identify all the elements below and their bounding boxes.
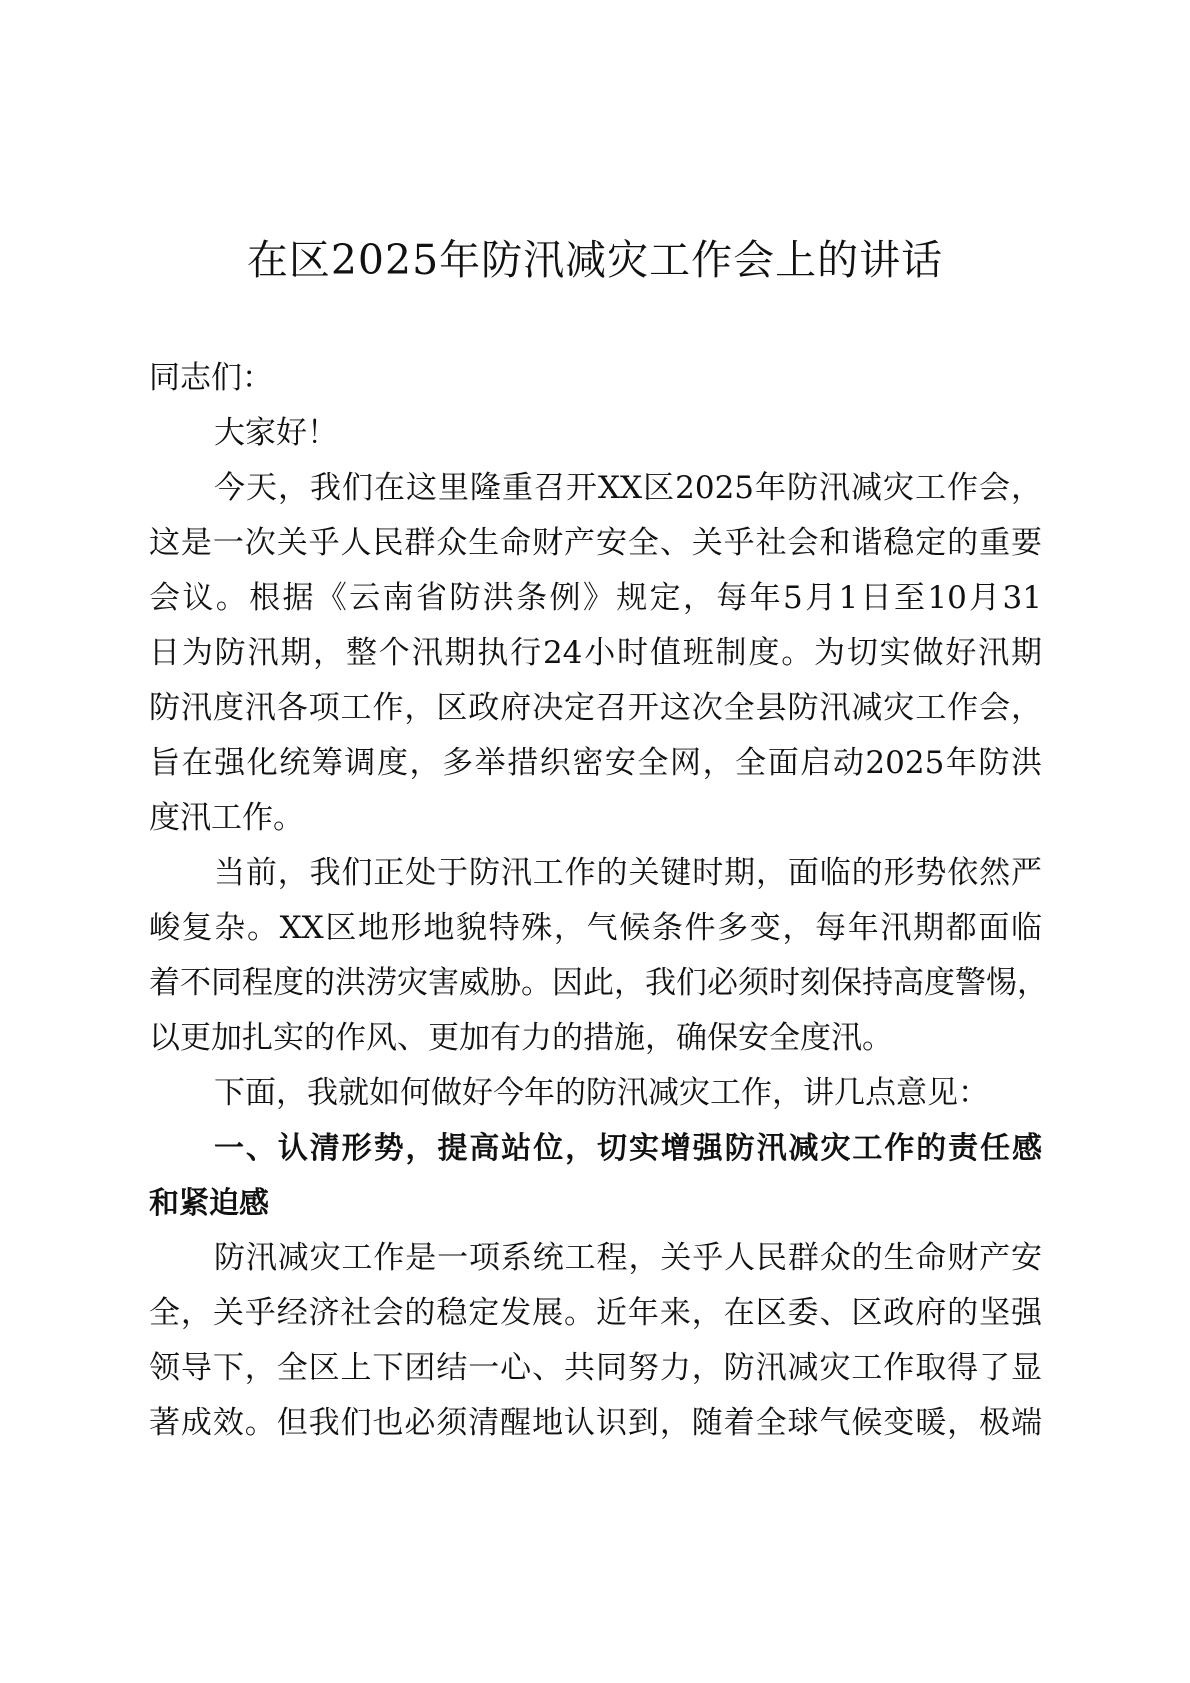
paragraph-4-line-1: 防汛减灾工作是一项系统工程，关乎人民群众的生命财产安 <box>214 1240 1042 1276</box>
paragraph-1-line-4: 日为防汛期，整个汛期执行24小时值班制度。为切实做好汛期 <box>149 635 1042 671</box>
section-heading-line-1: 一、认清形势，提高站位，切实增强防汛减灾工作的责任感 <box>214 1131 1042 1166</box>
paragraph-4-line-3: 领导下，全区上下团结一心、共同努力，防汛减灾工作取得了显 <box>149 1350 1042 1386</box>
document-title: 在区2025年防汛减灾工作会上的讲话 <box>246 236 944 284</box>
paragraph-2-line-3: 着不同程度的洪涝灾害威胁。因此，我们必须时刻保持高度警惕， <box>149 965 1048 1001</box>
paragraph-1-line-3: 会议。根据《云南省防洪条例》规定，每年5月1日至10月31 <box>149 580 1042 616</box>
paragraph-1-line-7: 度汛工作。 <box>149 800 304 836</box>
paragraph-2-line-4: 以更加扎实的作风、更加有力的措施，确保安全度汛。 <box>149 1020 893 1056</box>
paragraph-1-line-2: 这是一次关乎人民群众生命财产安全、关乎社会和谐稳定的重要 <box>149 525 1042 561</box>
greeting-line: 大家好！ <box>214 415 338 451</box>
paragraph-3-line-1: 下面，我就如何做好今年的防汛减灾工作，讲几点意见： <box>214 1075 989 1111</box>
salutation-line: 同志们： <box>149 360 273 396</box>
paragraph-2-line-1: 当前，我们正处于防汛工作的关键时期，面临的形势依然严 <box>214 855 1042 891</box>
paragraph-1-line-1: 今天，我们在这里隆重召开XX区2025年防汛减灾工作会， <box>214 470 1042 506</box>
document-body <box>149 351 1048 1451</box>
paragraph-4-line-2: 全，关乎经济社会的稳定发展。近年来，在区委、区政府的坚强 <box>149 1295 1042 1331</box>
paragraph-4-line-4: 著成效。但我们也必须清醒地认识到，随着全球气候变暖，极端 <box>149 1405 1042 1441</box>
paragraph-2-line-2: 峻复杂。XX区地形地貌特殊，气候条件多变，每年汛期都面临 <box>149 910 1042 946</box>
section-heading-line-2: 和紧迫感 <box>149 1186 269 1221</box>
paragraph-1-line-6: 旨在强化统筹调度，多举措织密安全网，全面启动2025年防洪 <box>149 745 1042 781</box>
paragraph-1-line-5: 防汛度汛各项工作，区政府决定召开这次全县防汛减灾工作会， <box>149 690 1042 726</box>
